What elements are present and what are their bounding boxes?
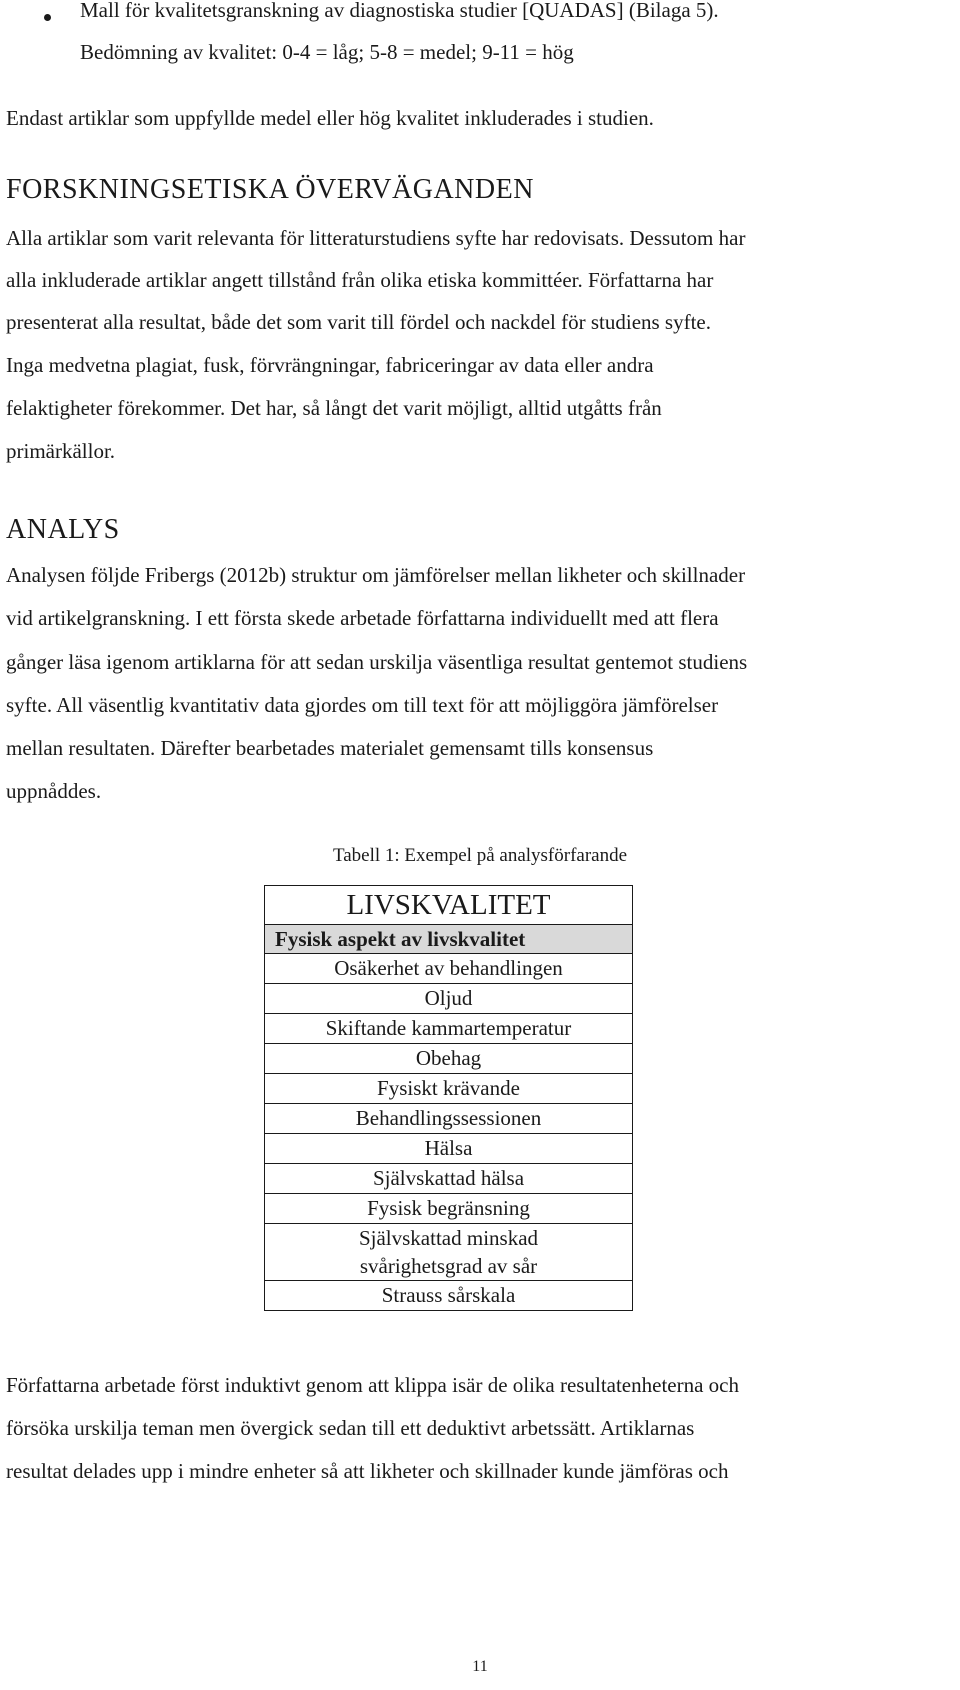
bullet-line-2: Bedömning av kvalitet: 0-4 = låg; 5-8 = medel; 9-11 = hög <box>80 40 574 64</box>
intro-sentence: Endast artiklar som uppfyllde medel eller hög kvalitet inkluderades i studien. <box>6 106 654 130</box>
analysis-line: Analysen följde Fribergs (2012b) struktur om jämförelser mellan likheter och skillnader <box>6 563 746 587</box>
table-row-wrapped <box>265 1224 633 1281</box>
wrapped-line-1: Självskattad minskad <box>358 1226 539 1250</box>
closing-line: resultat delades upp i mindre enheter så att likheter och skillnader kunde jämföras och <box>6 1459 729 1483</box>
analysis-heading: ANALYS <box>6 514 120 545</box>
closing-line: försöka urskilja teman men övergick sedan till ett deduktivt arbetssätt. Artiklarnas <box>6 1416 695 1440</box>
analysis-example-table <box>264 885 633 1311</box>
table-row: Fysisk begränsning <box>265 1194 633 1224</box>
ethics-line: felaktigheter förekommer. Det har, så långt det varit möjligt, alltid utgåtts från <box>6 396 662 420</box>
analysis-line: uppnåddes. <box>6 779 102 803</box>
table-subheading: Fysisk aspekt av livskvalitet <box>265 925 633 954</box>
table-row: Fysiskt krävande <box>265 1074 633 1104</box>
bullet-line-1: Mall för kvalitetsgranskning av diagnostiska studier [QUADAS] (Bilaga 5). <box>80 0 719 22</box>
ethics-line: primärkällor. <box>6 439 116 463</box>
table-row: Oljud <box>265 984 633 1014</box>
analysis-line: gånger läsa igenom artiklarna för att sedan urskilja väsentliga resultat gentemot studiens <box>6 650 748 674</box>
table-caption: Tabell 1: Exempel på analysförfarande <box>332 845 628 866</box>
table-row: Självskattad hälsa <box>265 1164 633 1194</box>
table-row: Osäkerhet av behandlingen <box>265 954 633 984</box>
table-row: Skiftande kammartemperatur <box>265 1014 633 1044</box>
ethics-line: Inga medvetna plagiat, fusk, förvrängningar, fabriceringar av data eller andra <box>6 353 654 377</box>
table-row: Strauss sårskala <box>265 1281 633 1311</box>
ethics-line: presenterat alla resultat, både det som varit till fördel och nackdel för studiens syfte. <box>6 310 712 334</box>
table-title: LIVSKVALITET <box>265 886 633 925</box>
analysis-line: vid artikelgranskning. I ett första skede arbetade författarna individuellt med att flera <box>6 606 719 630</box>
closing-line: Författarna arbetade först induktivt genom att klippa isär de olika resultatenheterna och <box>6 1373 739 1397</box>
page-number: 11 <box>472 1658 488 1675</box>
analysis-line: syfte. All väsentlig kvantitativ data gjordes om till text för att möjliggöra jämförelser <box>6 693 719 717</box>
analysis-line: mellan resultaten. Därefter bearbetades materialet gemensamt tills konsensus <box>6 736 654 760</box>
bullet-dot-icon <box>44 14 51 21</box>
ethics-heading: FORSKNINGSETISKA ÖVERVÄGANDEN <box>6 174 534 205</box>
table-row: Obehag <box>265 1044 633 1074</box>
ethics-line: alla inkluderade artiklar angett tillstånd från olika etiska kommittéer. Författarna har <box>6 268 714 292</box>
ethics-line: Alla artiklar som varit relevanta för litteraturstudiens syfte har redovisats. Dessutom har <box>6 226 746 250</box>
bullet-item <box>0 0 960 70</box>
table-row: Behandlingssessionen <box>265 1104 633 1134</box>
table-row: Hälsa <box>265 1134 633 1164</box>
wrapped-line-2: svårighetsgrad av sår <box>359 1254 538 1278</box>
